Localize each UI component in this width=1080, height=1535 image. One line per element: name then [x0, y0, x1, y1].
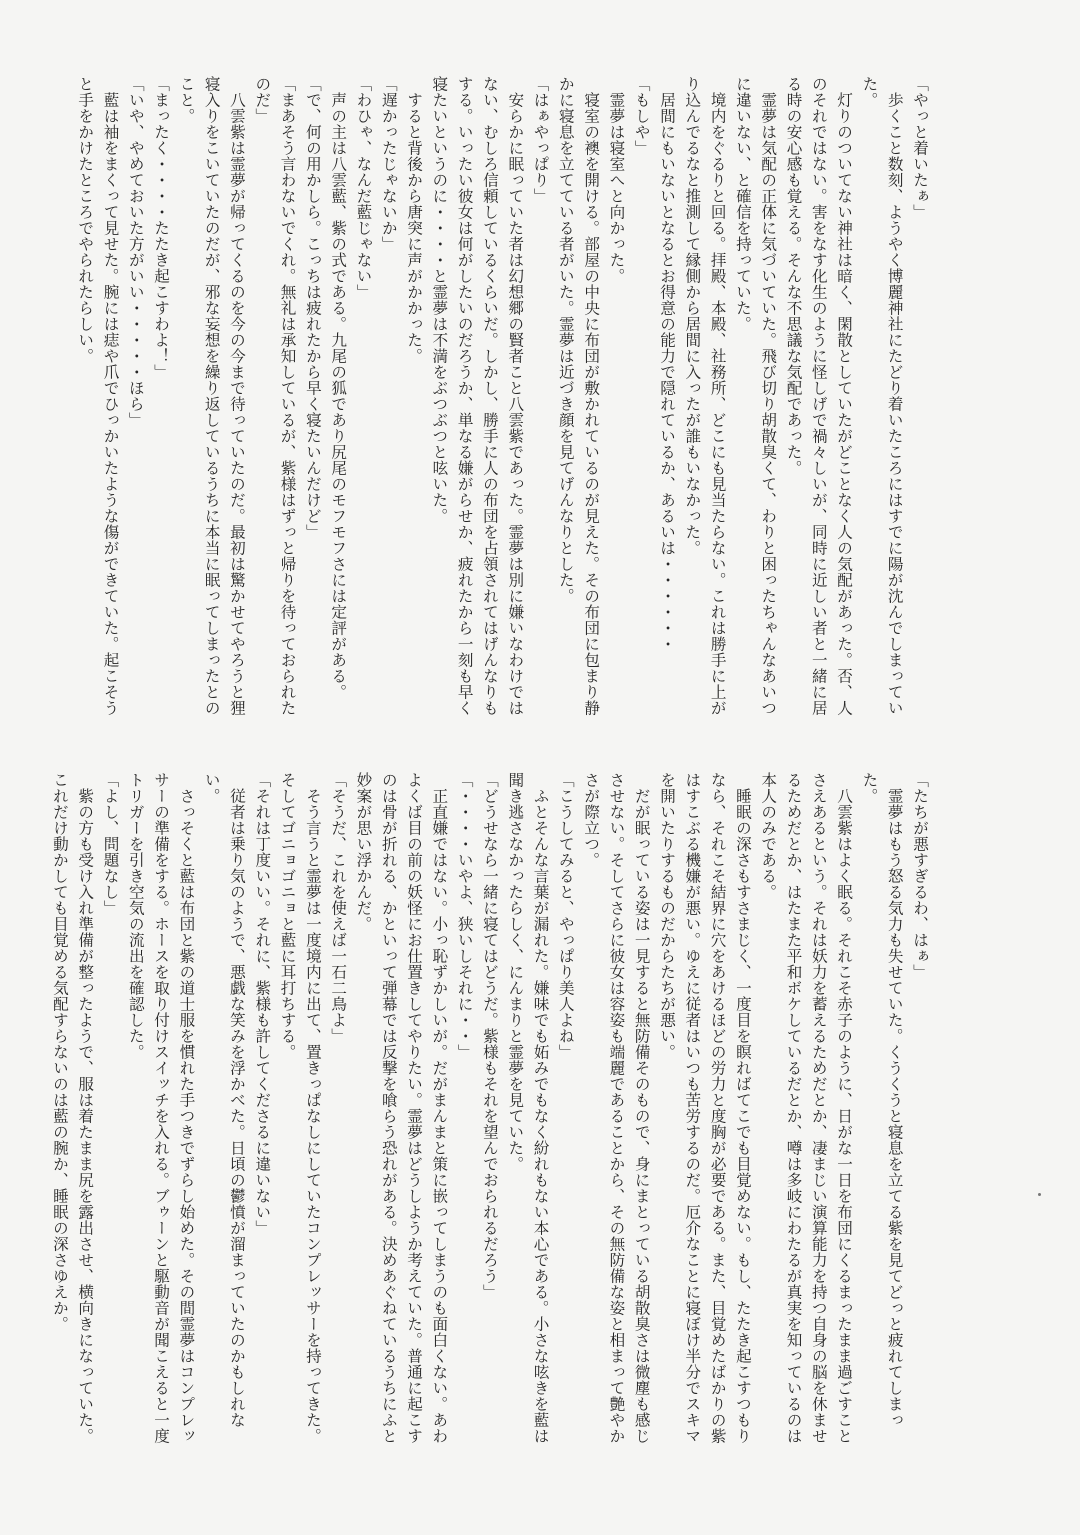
paragraph: 「もしや」: [632, 76, 651, 156]
paragraph: 「遅かったじゃないか」: [379, 76, 398, 252]
text-block-upper: [76, 76, 932, 728]
paragraph: 正直嫌ではない。小っ恥ずかしいが。だがまんまと策に嵌ってしまうのも面白くない。あわよくば目の前の妖怪にお仕置きしてやりたい。霊夢はどうしようか考えていた。普通に起こすのは骨が折れる、かといって弾幕では反撃を喰らう恐れがある。決めあぐねているうちにふと妙案が思い浮かんだ。: [354, 772, 449, 1444]
paragraph: 「こうしてみると、やっぱり美人よね」: [556, 772, 575, 1060]
paragraph: 寝室の襖を開ける。部屋の中央に布団が敷かれているのが見えた。その布団に包まり静かに寝息を立てている者がいた。霊夢は近づき顔を見てげんなりとした。: [556, 76, 601, 716]
paragraph: 霊夢は気配の正体に気づいていた。飛び切り胡散臭くて、わりと困ったちゃんなあいつに違いない、と確信を持っていた。: [733, 76, 778, 716]
paragraph: 歩くこと数刻、ようやく博麗神社にたどり着いたころにはすでに陽が沈んでしまっていた。: [860, 76, 904, 716]
paragraph: さっそくと藍は布団と紫の道士服を慣れた手つきでずらし始めた。その間霊夢はコンプレッサーの準備をする。ホースを取り付けスイッチを入れる。ブゥーンと駆動音が聞こえると一度トリガーを引き空気の流出を確認した。: [126, 772, 196, 1444]
paragraph: 霊夢はもう怒る気力も失せていた。くうくうと寝息を立てる紫を見てどっと疲れてしまった。: [860, 772, 904, 1428]
paragraph: 「まったく・・・・たたき起こすわよ！」: [152, 76, 171, 380]
paragraph: 声の主は八雲藍、紫の式である。九尾の狐であり尻尾のモフモフさには定評がある。: [329, 76, 348, 700]
paragraph: 「で、何の用かしら。こっちは疲れたから早く寝たいんだけど」: [303, 76, 322, 540]
paragraph: そう言うと霊夢は一度境内に出て、置きっぱなしにしていたコンプレッサーを持ってきた。そしてゴニョゴニョと藍に耳打ちする。: [278, 772, 322, 1444]
paragraph: 灯りのついてない神社は暗く、閑散としていたがどことなく人の気配があった。否、人のそれではない。害をなす化生のように怪しげで禍々しいが、同時に近しい者と一緒に居る時の安心感も覚える。そんな不思議な気配であった。: [784, 76, 854, 716]
paragraph: だが眠っている姿は一見すると無防備そのもので、身にまとっている胡散臭さは微塵も感じさせない。そしてさらに彼女は容姿も端麗であることから、その無防備な姿と相まって艶やかさが際立つ。: [582, 772, 651, 1444]
paragraph: 霊夢は寝室へと向かった。: [607, 76, 626, 284]
paragraph: 睡眠の深さもすさまじく、一度目を瞑ればてこでも目覚めない。もし、たたき起こすつもりなら、それこそ結界に穴をあけるほどの労力と度胸が必要である。また、目覚めたばかりの紫はすこぶる機嫌が悪い。ゆえに従者はいつも苦労するのだ。厄介なことに寝ぼけ半分でスキマを開いたりするものだからたちが悪い。: [658, 772, 752, 1444]
paragraph: 「それは丁度いい。それに、紫様も許してくださるに違いない」: [253, 772, 272, 1236]
paragraph: ふとそんな言葉が漏れた。嫌味でも妬みでもなく紛れもない本心である。小さな呟きを藍は聞き逃さなかったらしく、にんまりと霊夢を見ていた。: [506, 772, 550, 1444]
paper-speck: [1038, 1193, 1041, 1196]
paragraph: 「よし、問題なし」: [101, 772, 120, 916]
paragraph: すると背後から唐突に声がかかった。: [405, 76, 424, 364]
paragraph: 「はぁやっぱり」: [531, 76, 550, 204]
paragraph: 安らかに眠っていた者は幻想郷の賢者こと八雲紫であった。霊夢は別に嫌いなわけではない、むしろ信頼しているくらいだ。しかし、勝手に人の布団を占領されてはげんなりもする。いったい彼女は何がしたいのだろうか、単なる嫌がらせか、疲れたから一刻も早く寝たいというのに・・・・と霊夢は不満をぶつぶつと呟いた。: [430, 76, 525, 716]
paragraph: 紫の方も受け入れ準備が整ったようで、服は着たまま尻を露出させ、横向きになっていた。これだけ動かしても目覚める気配すらないのは藍の腕か、睡眠の深さゆえか。: [50, 772, 95, 1444]
paragraph: 「そうだ、これを使えば一石二鳥よ」: [329, 772, 348, 1044]
paragraph: 「どうせなら一緒に寝てはどうだ。紫様もそれを望んでおられるだろう」: [480, 772, 499, 1300]
paragraph: 八雲紫はよく眠る。それこそ赤子のように、日がな一日を布団にくるまったまま過ごすことさえあるという。それは妖力を蓄えるためだとか、凄まじい演算能力を持つ自身の脳を休ませるためだとか、はたまた平和ボケしているだとか、噂は多岐にわたるが真実を知っているのは本人のみである。: [759, 772, 854, 1444]
paragraph: 八雲紫は霊夢が帰ってくるのを今の今まで待っていたのだ。最初は驚かせてやろうと狸寝入りをこいていたのだが、邪な妄想を繰り返しているうちに本当に眠ってしまったとのこと。: [177, 76, 246, 716]
paragraph: 従者は乗り気のようで、悪戯な笑みを浮かべた。日頃の鬱憤が溜まっていたのかもしれない。: [202, 772, 246, 1428]
paragraph: 居間にもいないとなるとお得意の能力で隠れているか、あるいは・・・・・・: [658, 76, 677, 652]
paragraph: 藍は袖をまくって見せた。腕には痣や爪でひっかいたような傷ができていた。起こそうと手をかけたところでやられたらしい。: [76, 76, 120, 716]
paragraph: 境内をぐるりと回る。拝殿、本殿、社務所、どこにも見当たらない。これは勝手に上がり込んでるなと推測して縁側から居間に入ったが誰もいなかった。: [683, 76, 727, 716]
paragraph: 「・・・・いやよ、狭いしそれに・・」: [455, 772, 474, 1060]
paragraph: 「いや、やめておいた方がいい・・・・・ほら」: [126, 76, 145, 428]
paragraph: 「わひゃ、なんだ藍じゃない」: [354, 76, 373, 300]
paragraph: 「やっと着いたぁ」: [911, 76, 929, 220]
paragraph: 「まあそう言わないでくれ。無礼は承知しているが、紫様はずっと帰りを待っておられたのだ」: [253, 76, 297, 716]
paragraph: 「たちが悪すぎるわ、はぁ」: [911, 772, 929, 980]
text-block-lower: [50, 772, 932, 1452]
